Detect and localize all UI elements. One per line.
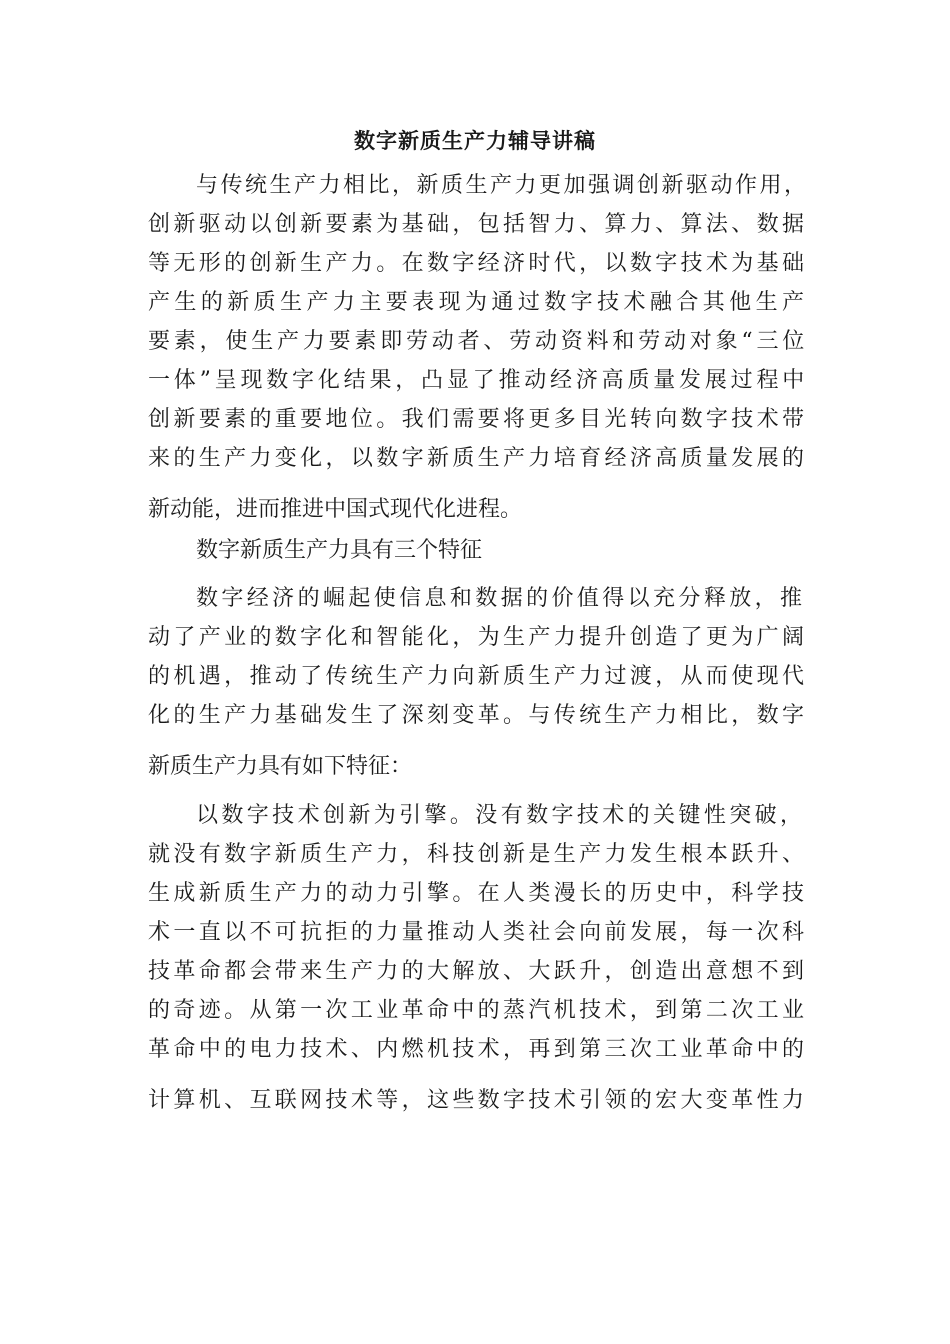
text-line: 产生的新质生产力主要表现为通过数字技术融合其他生产 (148, 290, 809, 315)
text-line: 的奇迹。从第一次工业革命中的蒸汽机技术，到第二次工业 (148, 998, 808, 1023)
text-line: 就没有数字新质生产力，科技创新是生产力发生根本跃升、 (148, 842, 808, 867)
text-line: 一体”呈现数字化结果，凸显了推动经济高质量发展过程中 (148, 368, 809, 393)
text-line: 动了产业的数字化和智能化，为生产力提升创造了更为广阔 (148, 625, 808, 650)
text-line: 数字经济的崛起使信息和数据的价值得以充分释放，推 (196, 586, 806, 611)
text-line: 与传统生产力相比，新质生产力更加强调创新驱动作用， (196, 173, 809, 198)
text-line: 化的生产力基础发生了深刻变革。与传统生产力相比，数字 (148, 703, 808, 728)
text-line: 新质生产力具有如下特征： (148, 754, 413, 779)
text-line: 计算机、互联网技术等，这些数字技术引领的宏大变革性力 (148, 1088, 808, 1113)
text-line: 创新驱动以创新要素为基础，包括智力、算力、算法、数据 (148, 212, 808, 237)
text-line: 生成新质生产力的动力引擎。在人类漫长的历史中，科学技 (148, 881, 808, 906)
text-line: 革命中的电力技术、内燃机技术，再到第三次工业革命中的 (148, 1037, 808, 1062)
text-line: 的机遇，推动了传统生产力向新质生产力过渡，从而使现代 (148, 664, 808, 689)
text-line: 来的生产力变化，以数字新质生产力培育经济高质量发展的 (148, 446, 808, 471)
text-line: 要素，使生产力要素即劳动者、劳动资料和劳动对象“三位 (148, 329, 809, 354)
page-title: 数字新质生产力辅导讲稿 (354, 129, 596, 153)
text-line: 等无形的创新生产力。在数字经济时代，以数字技术为基础 (148, 251, 808, 276)
text-line: 新动能，进而推进中国式现代化进程。 (148, 497, 523, 522)
text-line: 以数字技术创新为引擎。没有数字技术的关键性突破， (196, 803, 806, 828)
text-line: 创新要素的重要地位。我们需要将更多目光转向数字技术带 (148, 407, 808, 432)
section-heading: 数字新质生产力具有三个特征 (196, 538, 483, 563)
text-line: 技革命都会带来生产力的大解放、大跃升，创造出意想不到 (148, 959, 808, 984)
text-line: 术一直以不可抗拒的力量推动人类社会向前发展，每一次科 (148, 920, 808, 945)
